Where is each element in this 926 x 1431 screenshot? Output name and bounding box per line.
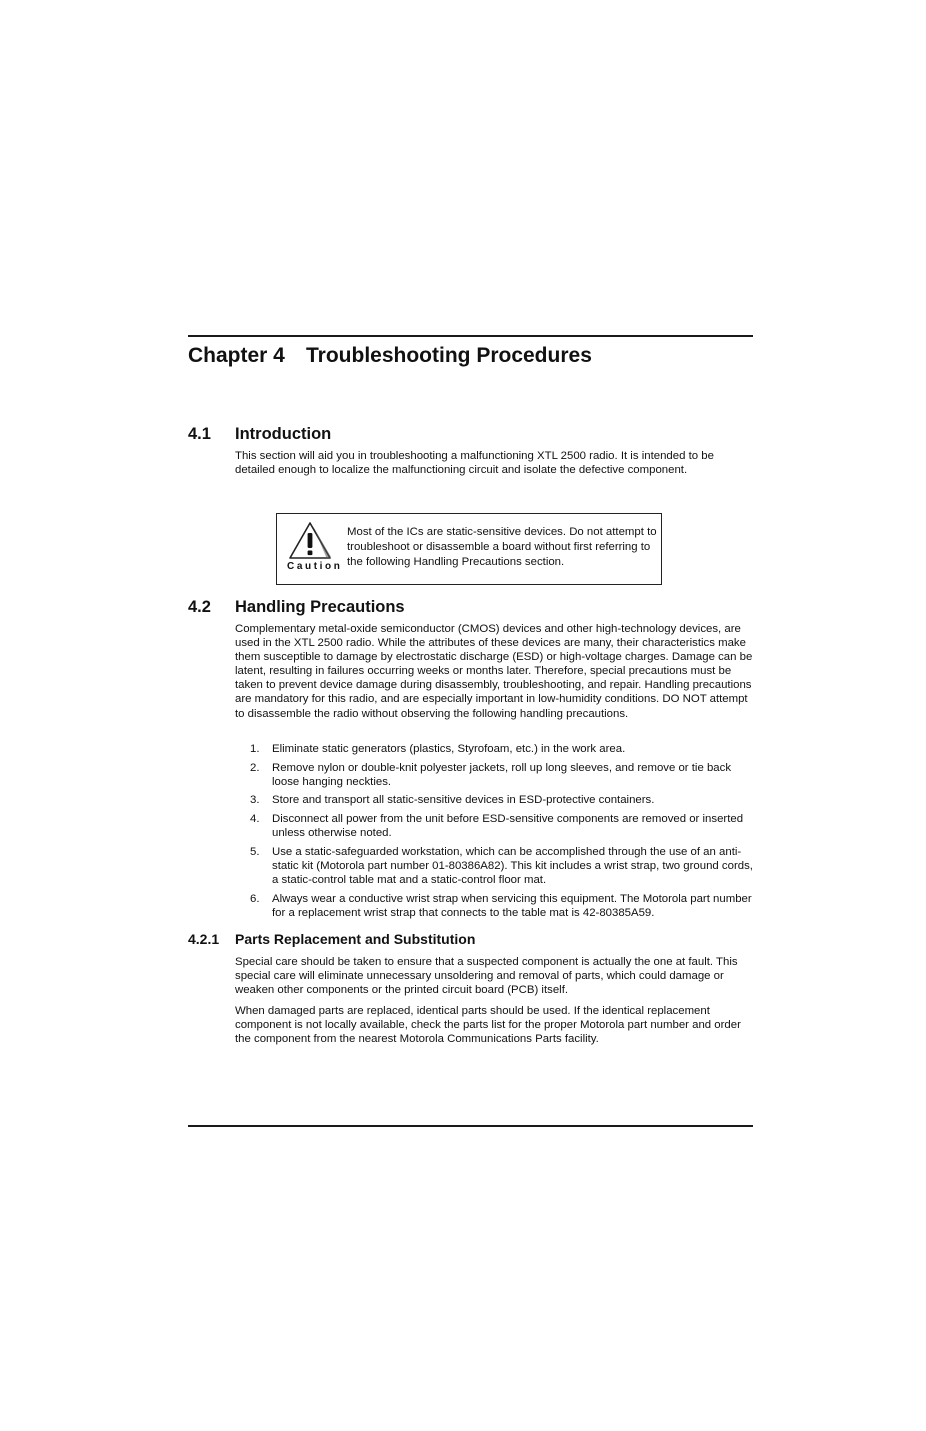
list-number: 5. <box>250 845 260 858</box>
precautions-list <box>235 742 755 925</box>
list-item <box>235 812 755 840</box>
section-title: Handling Precautions <box>235 598 405 616</box>
list-number: 2. <box>250 761 260 774</box>
list-number: 3. <box>250 794 260 807</box>
list-item <box>235 845 755 887</box>
chapter-number: Chapter 4 <box>188 344 285 367</box>
warning-triangle-icon <box>288 521 332 561</box>
list-text: Disconnect all power from the unit before ESD-sensitive components are removed or inserted unless otherwise noted. <box>272 813 744 840</box>
section-number: 4.2 <box>188 598 211 616</box>
list-text: Remove nylon or double-knit polyester jackets, roll up long sleeves, and remove or tie back loose hanging neckties. <box>272 761 732 788</box>
section-number: 4.2.1 <box>188 931 220 947</box>
list-item <box>235 892 755 920</box>
list-item <box>235 742 755 756</box>
list-number: 6. <box>250 892 260 905</box>
list-item <box>235 793 755 807</box>
list-number: 4. <box>250 813 260 826</box>
list-number: 1. <box>250 743 260 755</box>
chapter-heading <box>188 344 592 368</box>
section-title: Introduction <box>235 425 332 443</box>
chapter-title: Troubleshooting Procedures <box>306 344 592 367</box>
caution-text: Most of the ICs are static-sensitive devices. Do not attempt to troubleshoot or disassemble a board without first referring to the following Handling Precautions section. <box>347 526 657 568</box>
handling-paragraph: Complementary metal-oxide semiconductor (CMOS) devices and other high-technology devices, are used in the XTL 2500 radio. While the attributes of these devices are many, their characteristics make them susceptible to damage by electrostatic discharge (ESD) or high-voltage charges. Damage can be latent, resulting in failures occurring weeks or months later. Therefore, special precautions must be taken to prevent device damage during disassembly, troubleshooting, and repair. Handling precautions are mandatory for this radio, and are especially important in low-humidity conditions. DO NOT attempt to disassemble the radio without observing the following handling precautions. <box>235 623 753 720</box>
section-title: Parts Replacement and Substitution <box>235 931 476 947</box>
list-text: Store and transport all static-sensitive devices in ESD-protective containers. <box>272 794 655 807</box>
parts-paragraph-1: Special care should be taken to ensure that a suspected component is actually the one at fault. This special care will eliminate unnecessary unsoldering and removal of parts, which could damage or weaken other components or the printed circuit board (PCB) itself. <box>235 956 738 997</box>
section-number: 4.1 <box>188 425 211 443</box>
list-text: Eliminate static generators (plastics, Styrofoam, etc.) in the work area. <box>272 743 626 755</box>
caution-box <box>276 513 662 585</box>
top-rule <box>188 335 753 337</box>
list-text: Always wear a conductive wrist strap when servicing this equipment. The Motorola part number for a replacement wrist strap that connects to the table mat is 42-80385A59. <box>272 892 752 919</box>
caution-label: Caution <box>287 561 343 572</box>
list-item <box>235 761 755 789</box>
bottom-rule <box>188 1125 753 1127</box>
parts-paragraph-2: When damaged parts are replaced, identical parts should be used. If the identical replacement component is not locally available, check the parts list for the proper Motorola part number and order the component from the nearest Motorola Communications Parts facility. <box>235 1005 741 1046</box>
intro-paragraph: This section will aid you in troubleshooting a malfunctioning XTL 2500 radio. It is intended to be detailed enough to localize the malfunctioning circuit and isolate the defective component. <box>235 450 714 477</box>
list-text: Use a static-safeguarded workstation, which can be accomplished through the use of an anti-static kit (Motorola part number 01-80386A82). This kit includes a wrist strap, two ground cords, a static-control table mat and a static-control floor mat. <box>272 845 753 887</box>
